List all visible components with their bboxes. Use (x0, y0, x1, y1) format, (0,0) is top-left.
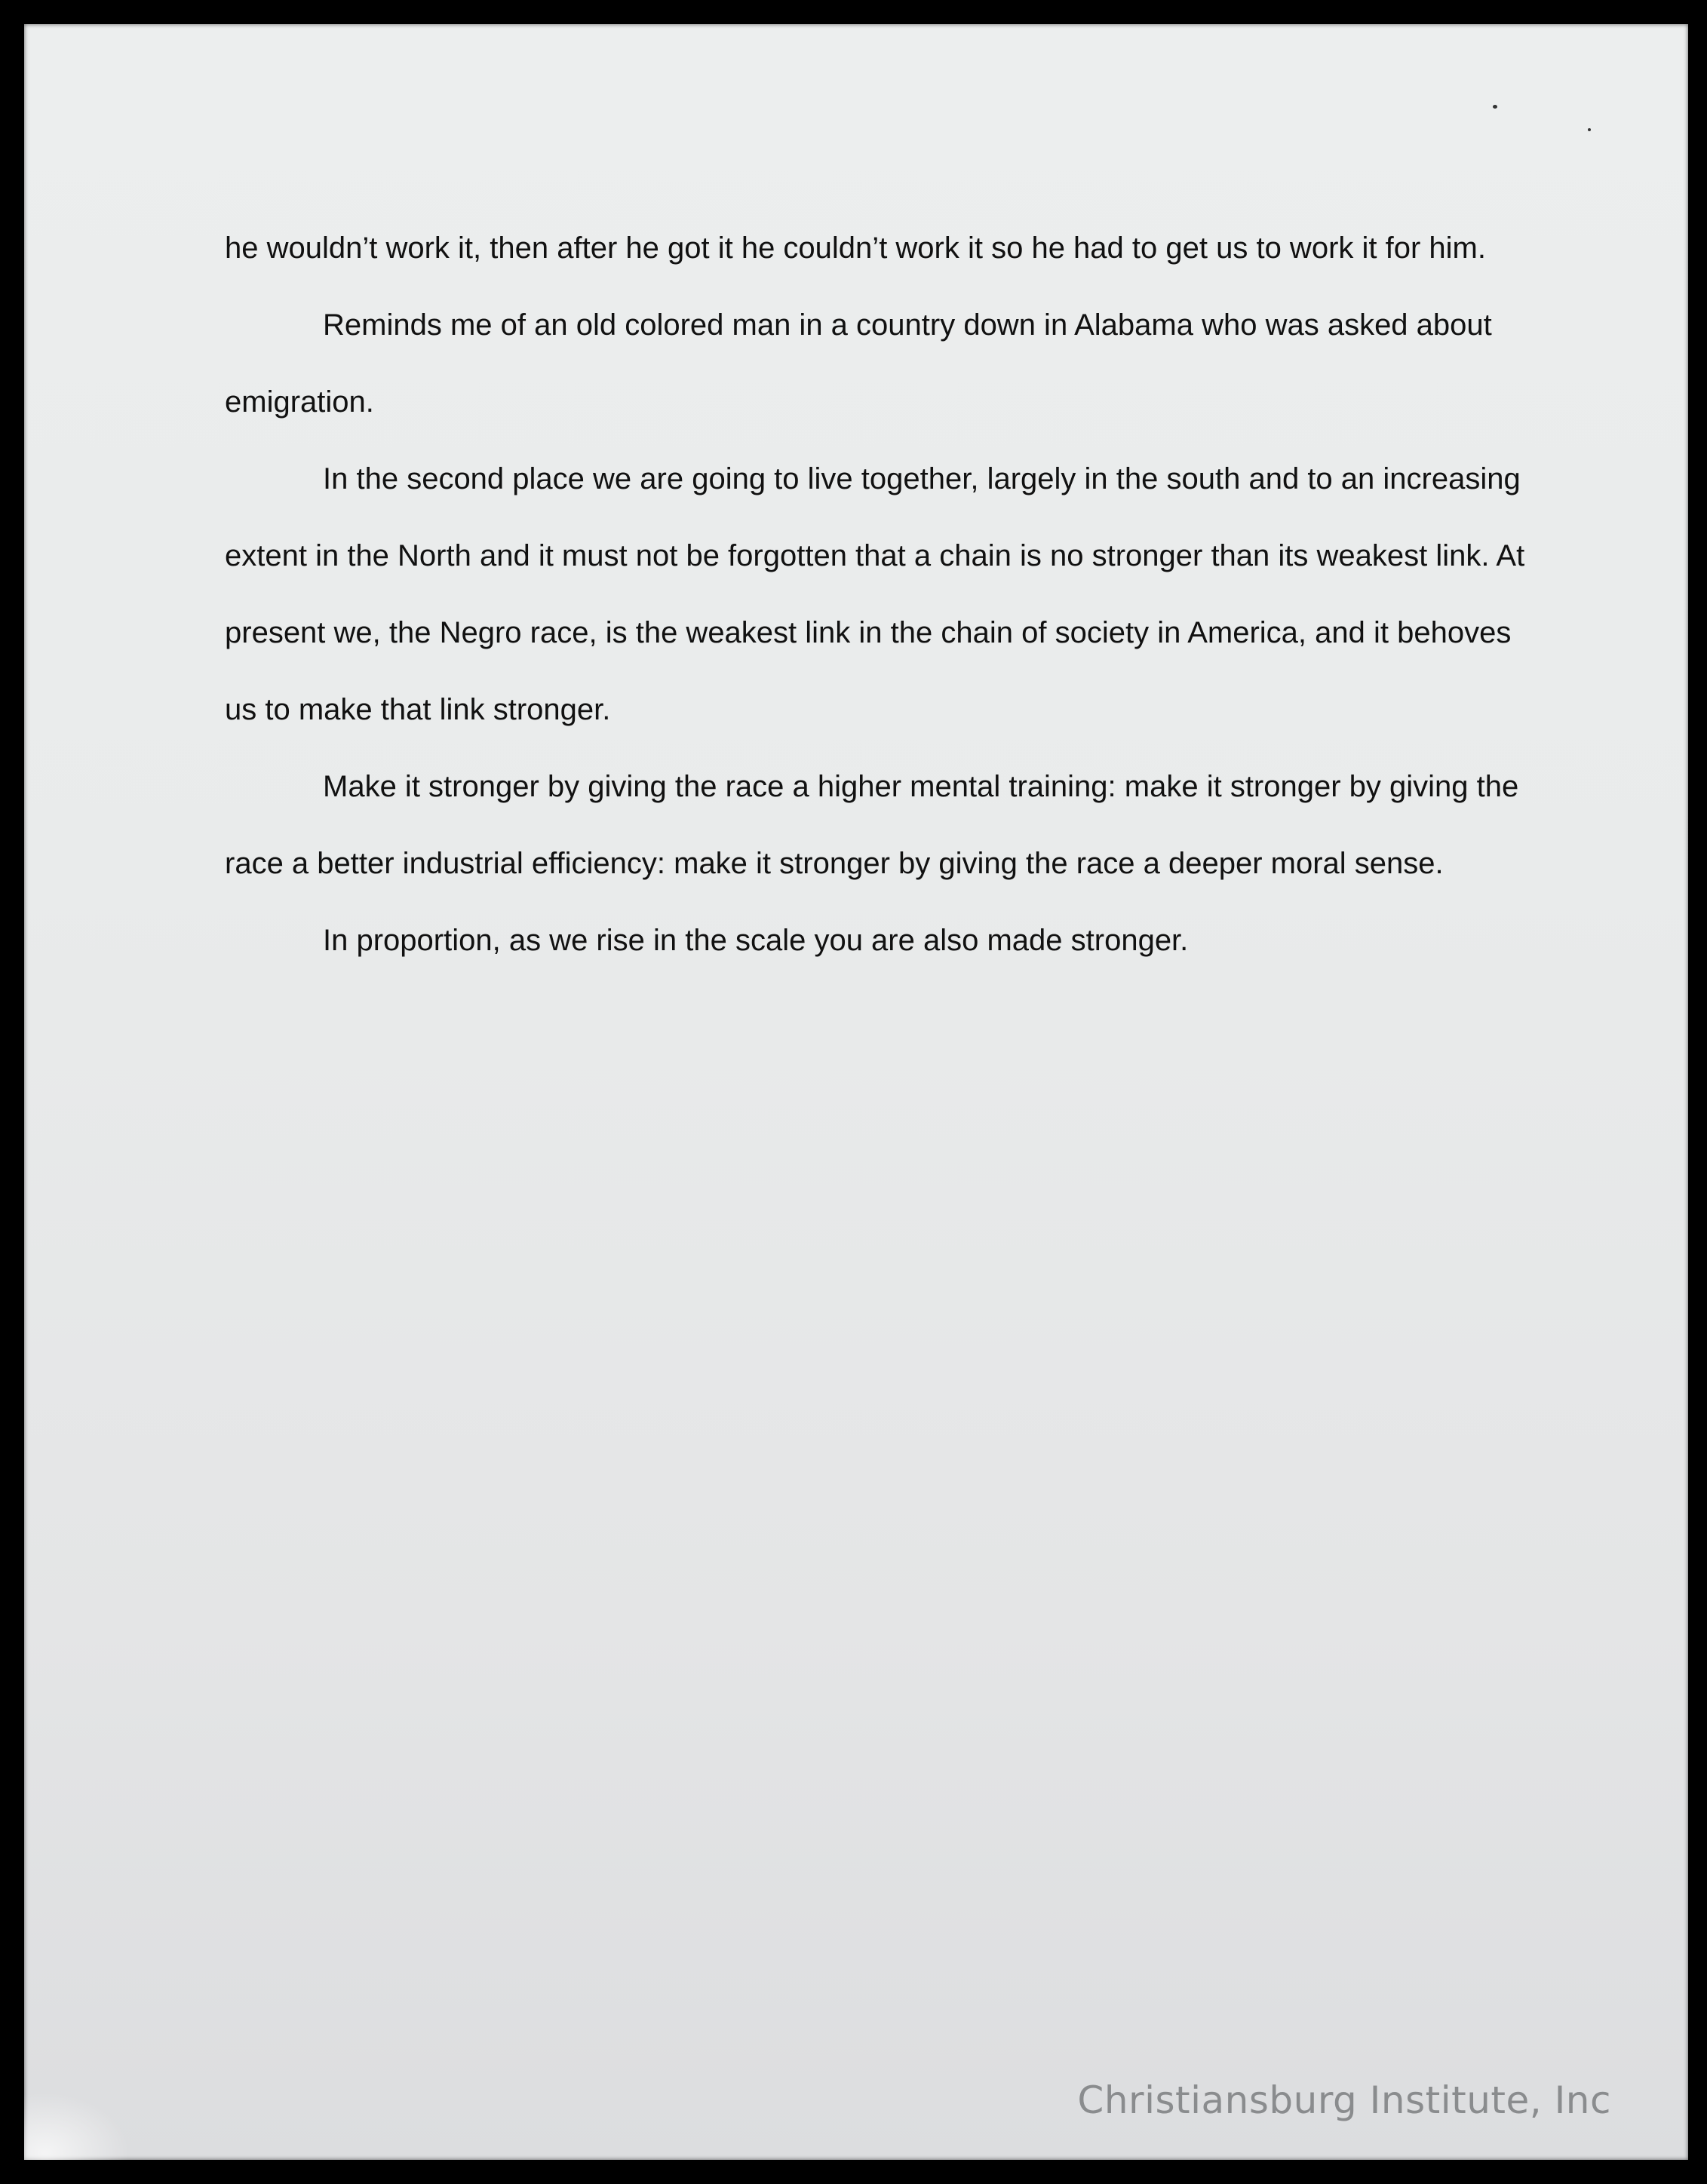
paragraph-4: Make it stronger by giving the race a higher mental training: make it stronger by giving the race a better industrial efficiency: make it stronger by giving the race a deeper moral sense. (225, 770, 1519, 880)
document-body (225, 210, 1537, 979)
paragraph-3: In the second place we are going to live together, largely in the south and to an increasing extent in the North and it must not be forgotten that a chain is no stronger than its weakest link. At present we, the Negro race, is the weakest link in the chain of society in America, and it behoves us to make that link stronger. (225, 462, 1525, 726)
paragraph-5: In proportion, as we rise in the scale you are also made stronger. (323, 924, 1189, 957)
paragraph-1: he wouldn’t work it, then after he got it he couldn’t work it so he had to get us to work it for him. (225, 232, 1486, 265)
corner-glare (24, 2092, 130, 2160)
ink-speck (1588, 128, 1591, 131)
ink-speck (1493, 105, 1497, 109)
document-page (24, 24, 1688, 2160)
paragraph-2: Reminds me of an old colored man in a country down in Alabama who was asked about emigration. (225, 308, 1492, 419)
archive-watermark: Christiansburg Institute, Inc (1077, 2078, 1611, 2122)
